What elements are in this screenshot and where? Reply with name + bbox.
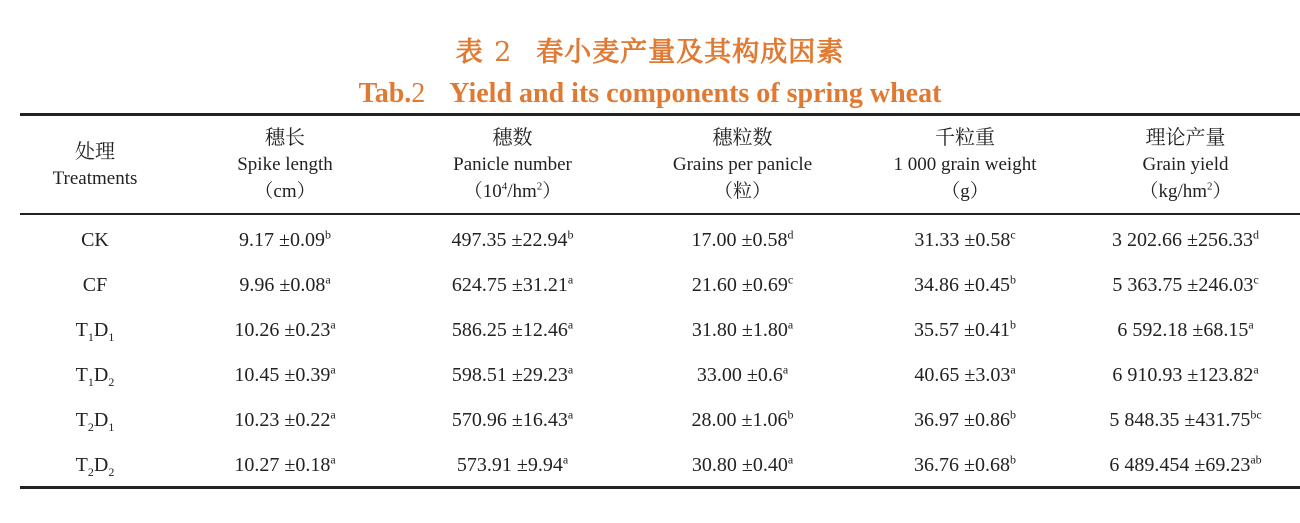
header-spike-length-unit: （cm） [254, 181, 316, 202]
header-treatments [30, 138, 160, 192]
header-grains-per-panicle-unit: （粒） [713, 181, 771, 202]
title-en-number: 2 [411, 78, 426, 109]
spike-length-cell: 10.27 ±0.18$^a$ [234, 452, 336, 476]
treatment-cell: CF [82, 274, 108, 296]
header-grain-weight-unit: （g） [941, 181, 989, 202]
title-cn-text: 春小麦产量及其构成因素 [536, 37, 845, 68]
title-cn-label: 表 [455, 37, 484, 68]
header-treatments-cn: 处理 [75, 139, 115, 163]
grains-per-panicle-cell: 17.00 ±0.58$^d$ [691, 227, 794, 251]
header-grains-per-panicle [640, 124, 845, 205]
header-spike-length-en: Spike length [237, 154, 333, 175]
table-bottom-rule [20, 486, 1300, 489]
table-title-english [0, 78, 1300, 110]
header-grains-per-panicle-cn: 穗粒数 [712, 125, 773, 149]
header-grain-yield [1078, 124, 1293, 205]
spike-length-cell: 9.96 ±0.08$^a$ [239, 272, 331, 296]
grain-yield-cell: 3 202.66 ±256.33$^d$ [1112, 227, 1259, 251]
header-grain-yield-en: Grain yield [1142, 154, 1229, 175]
grain-yield-cell: 6 592.18 ±68.15$^a$ [1117, 317, 1254, 341]
grain-weight-cell: 40.65 ±3.03$^a$ [914, 362, 1016, 386]
table-top-rule [20, 113, 1300, 116]
spike-length-cell: 9.17 ±0.09$^b$ [239, 227, 331, 251]
grain-weight-cell: 34.86 ±0.45$^b$ [914, 272, 1016, 296]
panicle-number-cell: 598.51 ±29.23$^a$ [451, 362, 574, 386]
panicle-number-cell: 624.75 ±31.21$^a$ [451, 272, 574, 296]
header-spike-length [200, 124, 370, 205]
table-row [0, 450, 1300, 480]
table-title-chinese [0, 30, 1300, 69]
grain-weight-cell: 31.33 ±0.58$^c$ [914, 227, 1016, 251]
header-panicle-number-en: Panicle number [453, 154, 572, 175]
grains-per-panicle-cell: 31.80 ±1.80$^a$ [691, 317, 794, 341]
header-grain-weight-en: 1 000 grain weight [893, 154, 1037, 175]
title-en-text: Yield and its components of spring wheat [449, 78, 942, 109]
panicle-number-cell: 570.96 ±16.43$^a$ [451, 407, 574, 431]
grains-per-panicle-cell: 30.80 ±0.40$^a$ [691, 452, 794, 476]
treatment-cell: $T_1D_1$ [75, 319, 115, 344]
table-row [0, 360, 1300, 390]
grain-yield-cell: 5 363.75 ±246.03$^c$ [1112, 272, 1259, 296]
header-panicle-number-cn: 穗数 [492, 125, 533, 149]
grain-yield-cell: 6 489.454 ±69.23$^{ab}$ [1109, 452, 1262, 476]
header-panicle-number-unit: $(10^4/hm^2)$ [463, 180, 562, 202]
spike-length-cell: 10.23 ±0.22$^a$ [234, 407, 336, 431]
table-row [0, 315, 1300, 345]
treatment-cell: $T_2D_2$ [75, 454, 115, 479]
grain-weight-cell: 36.76 ±0.68$^b$ [914, 452, 1016, 476]
header-spike-length-cn: 穗长 [265, 125, 305, 149]
table-row [0, 405, 1300, 435]
spike-length-cell: 10.45 ±0.39$^a$ [234, 362, 336, 386]
grain-yield-cell: 5 848.35 ±431.75$^{bc}$ [1109, 407, 1262, 431]
grains-per-panicle-cell: 28.00 ±1.06$^b$ [691, 407, 794, 431]
table-row [0, 270, 1300, 300]
grain-yield-cell: 6 910.93 ±123.82$^a$ [1112, 362, 1259, 386]
treatment-cell: $T_2D_1$ [75, 409, 115, 434]
treatment-cell: CK [81, 229, 109, 251]
header-grain-weight [865, 124, 1065, 205]
header-grain-weight-cn: 千粒重 [935, 125, 995, 149]
title-cn-number: 2 [494, 37, 513, 68]
header-grains-per-panicle-en: Grains per panicle [672, 154, 813, 175]
grains-per-panicle-cell: 33.00 ±0.6$^a$ [696, 362, 789, 386]
grain-weight-cell: 36.97 ±0.86$^b$ [914, 407, 1016, 431]
treatment-cell: $T_1D_2$ [75, 364, 115, 389]
table-header-rule [20, 213, 1300, 215]
panicle-number-cell: 497.35 ±22.94$^b$ [451, 227, 574, 251]
header-grain-yield-cn: 理论产量 [1145, 125, 1226, 149]
grain-weight-cell: 35.57 ±0.41$^b$ [914, 317, 1016, 341]
header-grain-yield-unit: $(kg/hm^2)$ [1139, 180, 1232, 202]
panicle-number-cell: 573.91 ±9.94$^a$ [456, 452, 569, 476]
spike-length-cell: 10.26 ±0.23$^a$ [234, 317, 336, 341]
table-row [0, 225, 1300, 255]
panicle-number-cell: 586.25 ±12.46$^a$ [451, 317, 574, 341]
grains-per-panicle-cell: 21.60 ±0.69$^c$ [691, 272, 794, 296]
header-panicle-number [405, 124, 620, 205]
title-en-label: Tab. [358, 78, 412, 109]
header-treatments-en: Treatments [52, 168, 138, 189]
